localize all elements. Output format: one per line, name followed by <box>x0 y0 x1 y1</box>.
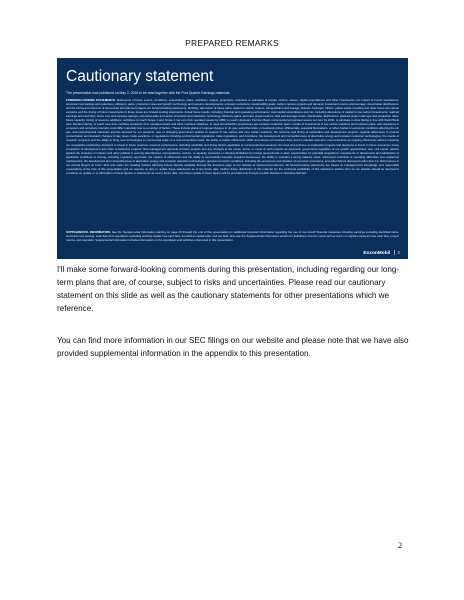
slide-date-line: The presentation was published on May 2, 2025 to be read together with the First Quarter Earnings materials. <box>66 91 231 95</box>
supplemental-text: See the Supplemental Information starting on page 20 through the end of this presentation for additional important information regarding the use of non-GAAP financial measures including earnings excluding identified items, structural cost savings, cash flow from operations excluding working capital, free cash flow, net debt-to-capital ratio, and net debt. Also see the Supplemental Information section for definitions of terms used such as return on capital employed, free cash flow, project returns, and total debt. Supplemental Information includes information on the operations and activities referenced in this presentation. <box>66 230 399 243</box>
forward-looking-text: Statements of future events, conditions, expectations, plans, ambitions, targets, projections, forecasts or estimates of results, returns, values, capital expenditures and other investments; the impact of recent acquisitions; structural cost savings and reductions; efficiency gains; production rates and growth; technology and resource developments; emission reductions; sustainability goals; carbon capture projects and demand; investment returns and leverage; shareholder distributions; and the timing and outcome of announced and planned projects are forward-looking statements. Similarly, discussion of future plans related to carbon capture, transportation and storage, biofuels, hydrogen, lithium, plastic waste recycling and other future low carbon solutions and the timing of future investments in those areas are forward-looking statements. Actual future results, including financial and operating performance; total capital expenditures and mix, including allocations of capital to low carbon investments; realized earnings and cash flow; future cost and expense savings; enterprise-wide and sector structural cost reductions; technology efficiency gains; accretive project returns; debt and leverage levels; shareholder distributions; planned project start-ups and production rates; future capacity; timing of resource additions; ambitions to reach Scope 1 and Scope 2 net zero from operated assets by 2050, to reach Upstream Permian Basin unconventional operated assets net zero by 2030, to eliminate routine flaring in line with World Bank Zero Routine Flaring, to reach near-zero methane emissions from operated assets and other methane initiatives, to meet ExxonMobil's greenhouse gas emission reduction plans; results of investments in low carbon solutions and business plans; and reductions in emissions and emissions intensity could differ materially due to a number of factors. These include global or regional changes in oil, gas, petrochemicals, or feedstock prices, differentials, seasonal fluctuations, or other market or economic conditions affecting the oil, gas, and petrochemical industries and the demand for our products; new or changing government policies in support of low carbon and new market solutions; the outcome and timing of exploration and development projects; regional differences in product concentration and demand; changes in law, taxes, trade sanctions, or regulations including environmental regulations, trade regulations, and incentives; the development and competitiveness of alternative energy and emission reduction technologies; the results of research programs and the ability to bring new technologies to commercial scale on a cost-competitive basis; the ability to realize efficiencies within and across our business lines and to maintain near-term cost reductions as ongoing efficiencies without impairing our competitive positioning; decisions to invest in future reserves; reservoir performance, including variability and timing factors applicable to unconventional resources; the level and outcome of exploration projects and decisions to invest in future resources; timely completion of development and other construction projects; final management approval of future projects and any changes in the scope, terms, or costs of such projects as approved; government regulation of our growth opportunities; war, civil unrest, attacks against the company or industry and other political or security disturbances; expropriations, seizure, or capacity, insurance or shipping limitations by foreign governments or laws; opportunities for potential acquisitions, investments or divestments and satisfaction of applicable conditions to closing, including regulatory approvals; the capture of efficiencies and the ability to successfully integrate acquired businesses; the ability to maintain a strong balance sheet; unforeseen technical or operating difficulties and unplanned maintenance; the development and competitiveness of alternative energy and emission reduction technologies; general economic conditions, including the occurrence and duration of economic recessions; and other factors discussed under Item 1A. Risk Factors in our Annual Report on Form 10-K and under the heading Factors Affecting Future Results available through the Investors page of our website at www.exxonmobil.com. All forward-looking statements are based on management's knowledge and reasonable expectations at the time of this presentation and we assume no duty to update these statements as of any future date. Neither future distribution of this material nor the continued availability of this material in archive form on our website should be deemed to constitute an update or re-affirmation of these figures or statements as of any future date. Any future update of these figures will be provided only through a public disclosure indicating that fact. <box>66 98 399 175</box>
slide-title: Cautionary statement <box>66 68 214 85</box>
supplemental-heading: SUPPLEMENTAL INFORMATION. <box>66 230 111 234</box>
page-header: PREPARED REMARKS <box>185 38 279 48</box>
page-number: 2 <box>398 540 403 550</box>
forward-looking-heading: FORWARD-LOOKING STATEMENTS. <box>66 98 116 102</box>
slide-number: 2 <box>397 251 400 256</box>
remarks-paragraph-2: You can find more information in our SEC filings on our website and please note that we have also provided supplemental information in the appendix to this presentation. <box>57 336 409 358</box>
exxonmobil-logo <box>363 250 400 256</box>
supplemental-information <box>66 230 399 252</box>
cautionary-statement-slide <box>57 58 408 259</box>
forward-looking-statements <box>66 98 399 232</box>
remarks-paragraph-1: I'll make some forward-looking comments during this presentation, including regarding our long-term plans that are, of course, subject to risks and uncertainties. Please read our cautionary statement on this slide as well as the cautionary statements for other presentations which we reference. <box>57 265 400 313</box>
logo-divider <box>394 250 395 255</box>
logo-text: ExxonMobil <box>363 251 391 256</box>
